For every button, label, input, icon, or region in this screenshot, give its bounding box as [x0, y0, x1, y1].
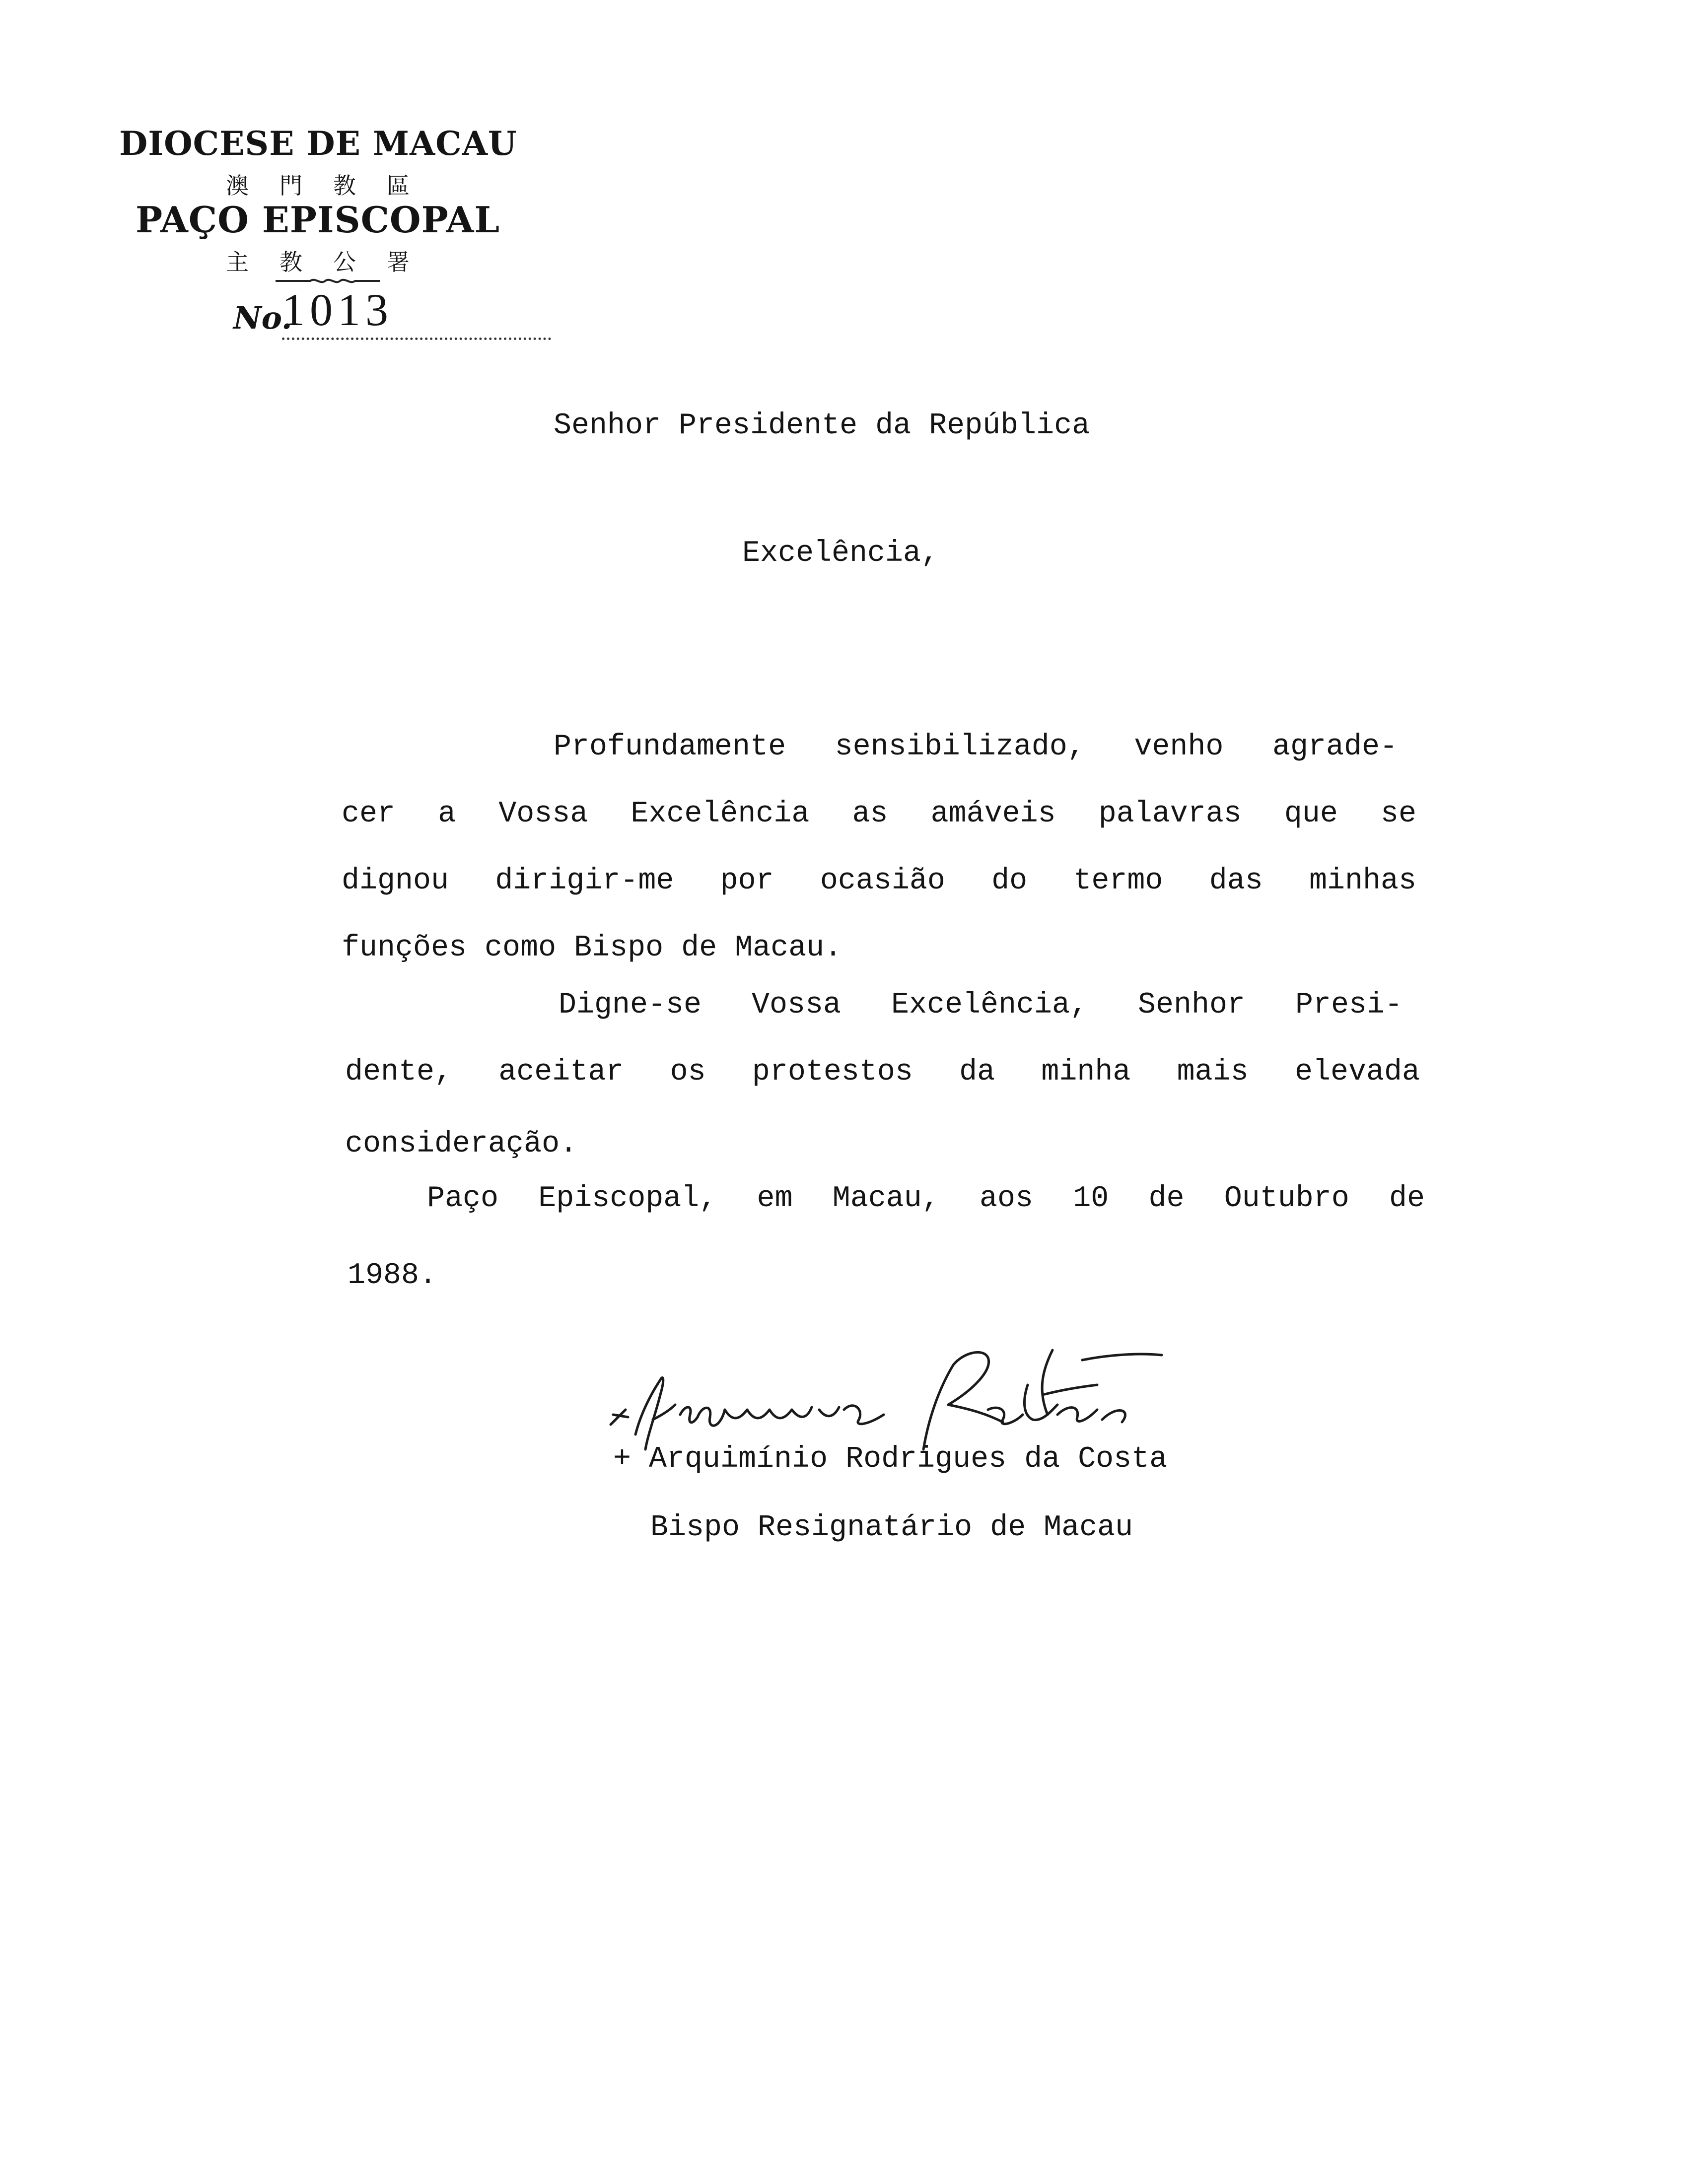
addressee: Senhor Presidente da República	[554, 409, 1090, 443]
number-underline	[282, 338, 551, 340]
salutation: Excelência,	[742, 537, 939, 570]
signatory-name: + Arquimínio Rodrigues da Costa	[613, 1442, 1168, 1476]
number-label: No.	[233, 300, 292, 336]
paragraph1-line: cer a Vossa Excelência as amáveis palavras que se	[342, 797, 1416, 831]
place-date-line: Paço Episcopal, em Macau, aos 10 de Outubro de	[427, 1182, 1425, 1216]
place-date-line: 1988.	[348, 1259, 437, 1293]
reference-number	[233, 285, 551, 340]
handwritten-signature	[606, 1335, 1266, 1459]
letterhead-office: PAÇO EPISCOPAL	[136, 199, 500, 241]
paragraph2-line: dente, aceitar os protestos da minha mais elevada	[345, 1055, 1420, 1089]
paragraph2-line: consideração.	[345, 1127, 578, 1161]
paragraph1-line: dignou dirigir-me por ocasião do termo das minhas	[342, 864, 1416, 898]
paragraph1-line: Profundamente sensibilizado, venho agrade-	[554, 730, 1398, 764]
paragraph1-line: funções como Bispo de Macau.	[342, 931, 842, 965]
signatory-title: Bispo Resignatário de Macau	[650, 1511, 1133, 1545]
letterhead-stamp	[119, 124, 516, 352]
letterhead-diocese: DIOCESE DE MACAU	[119, 124, 517, 163]
paragraph2-line: Digne-se Vossa Excelência, Senhor Presi-	[559, 988, 1403, 1022]
letterhead-office-chinese: 主教公署	[226, 249, 440, 275]
number-value: 1013	[282, 284, 393, 335]
letterhead-diocese-chinese: 澳門教區	[226, 172, 440, 199]
